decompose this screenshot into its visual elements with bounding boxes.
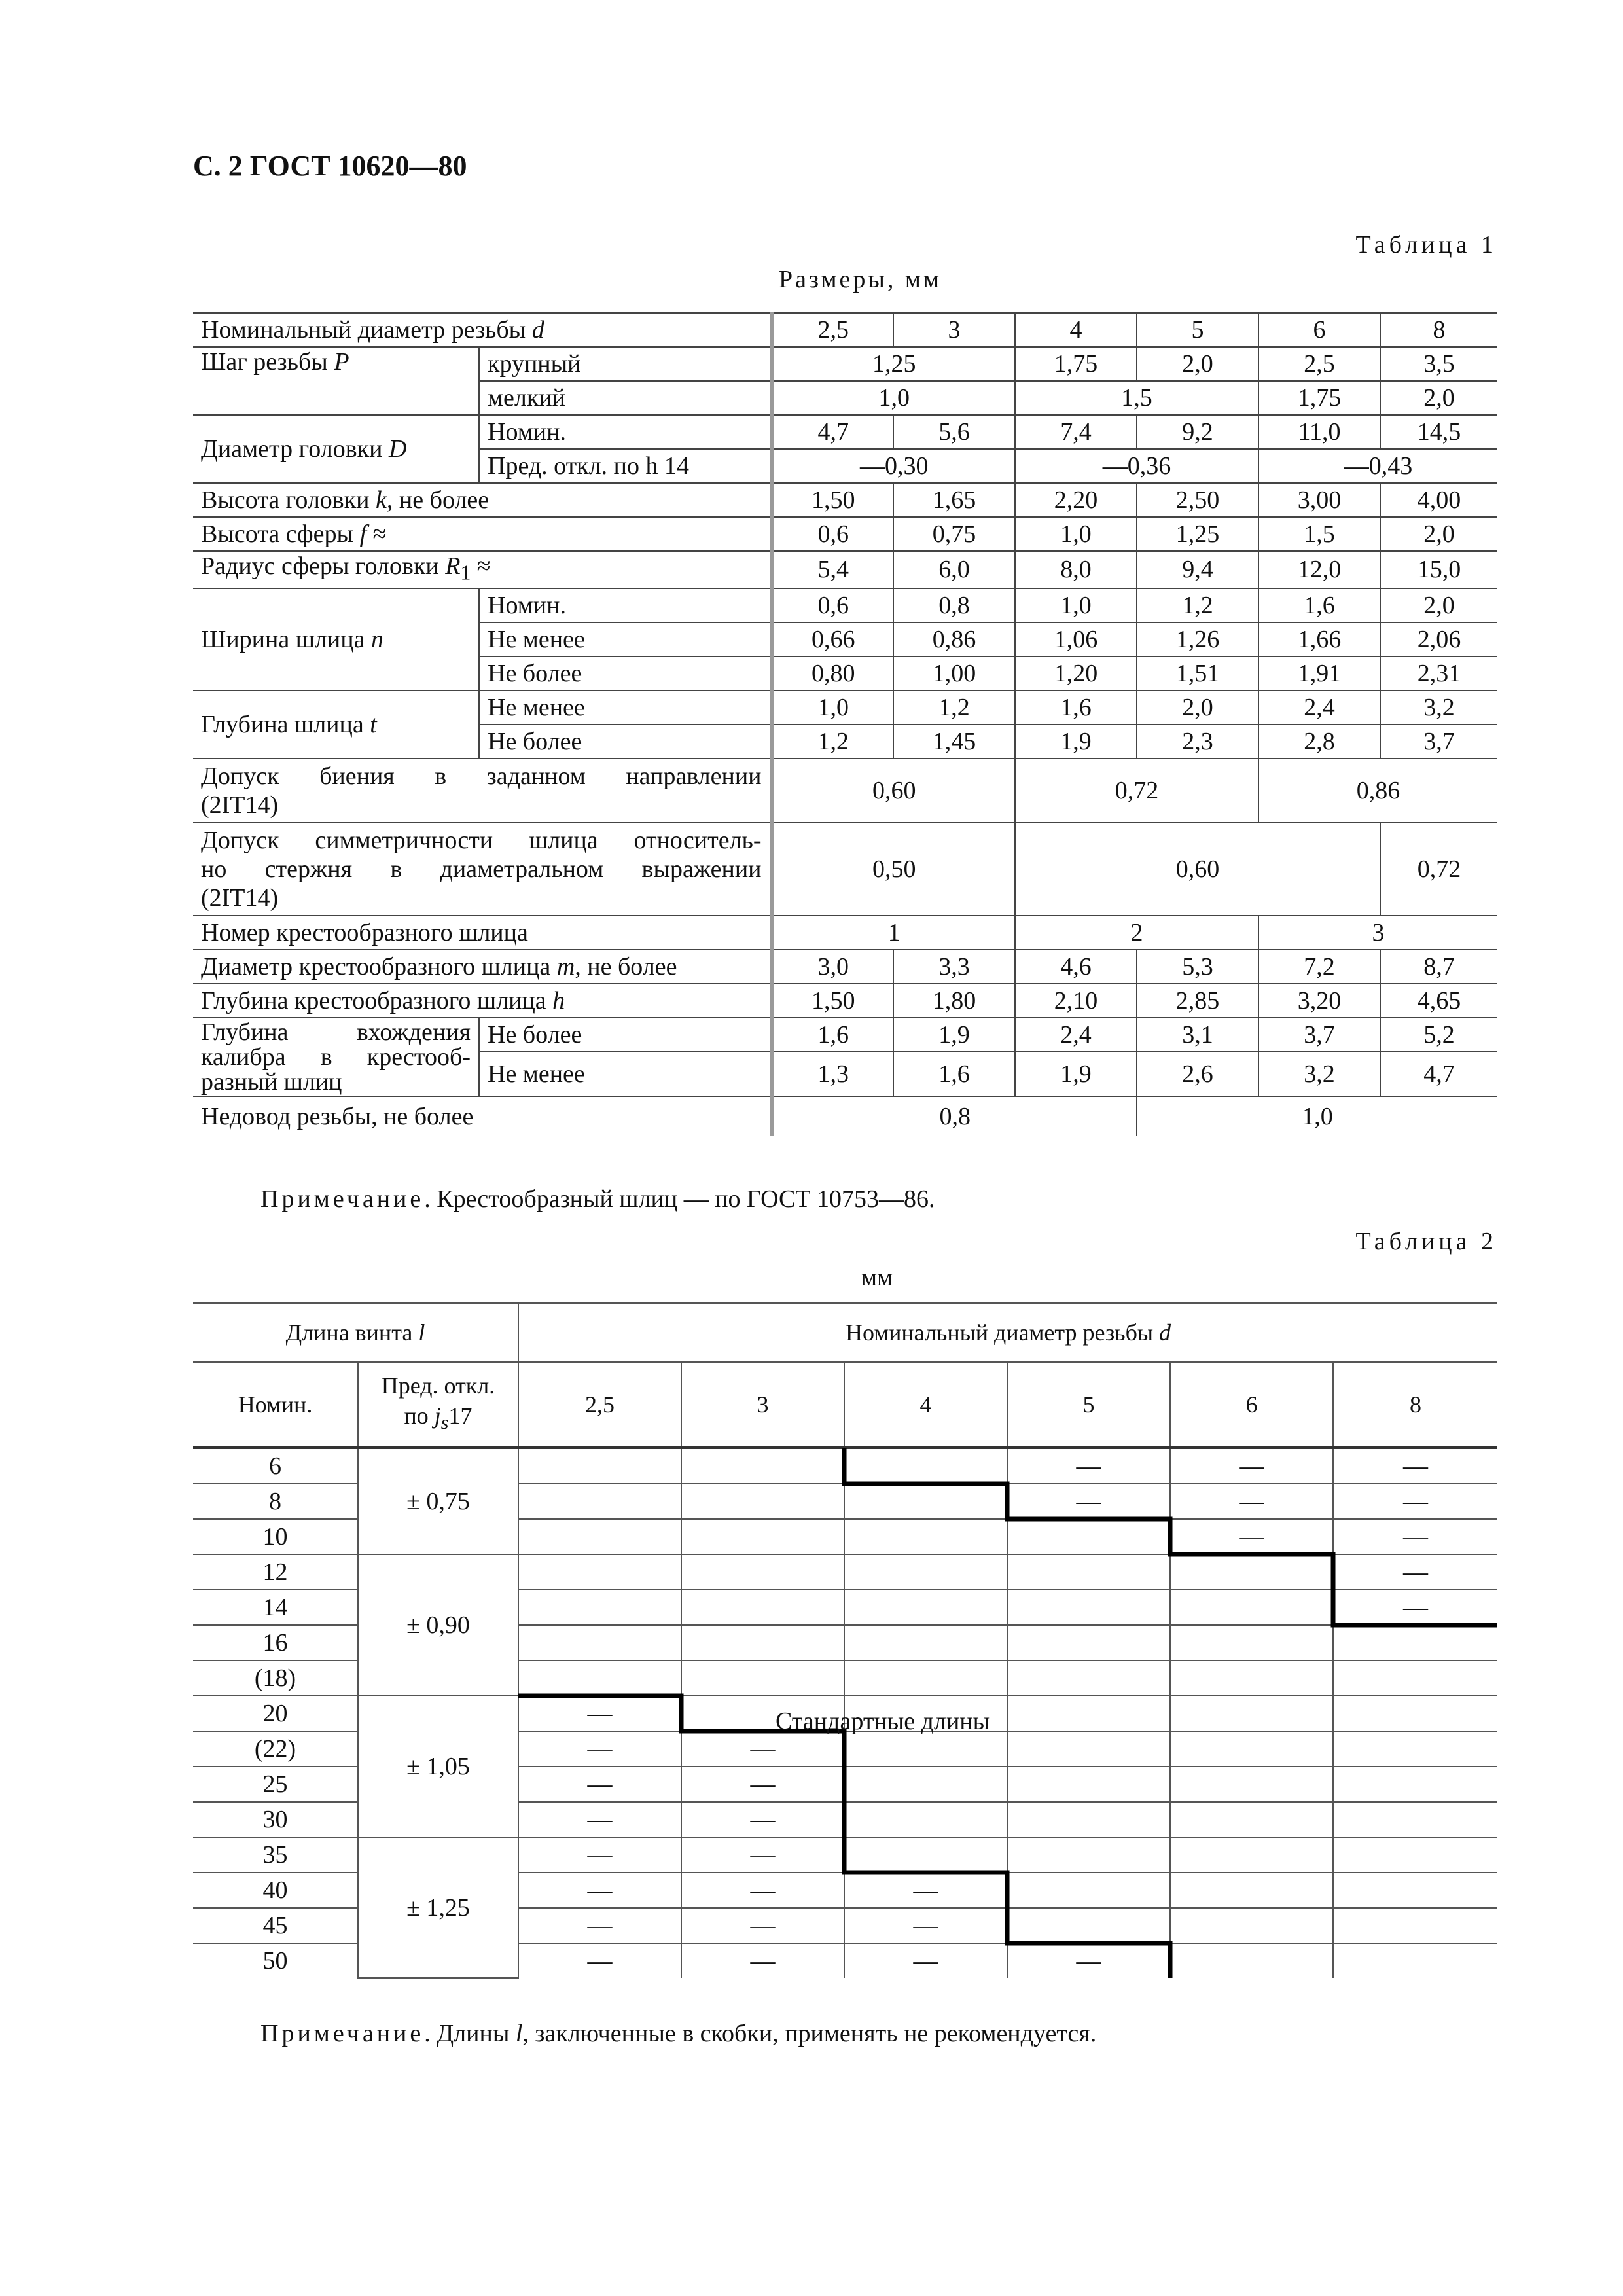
slot-depth-label: Глубина шлица t	[193, 691, 479, 759]
pitch-label: Шаг резьбы P	[193, 347, 479, 415]
table-cell: 5,6	[893, 415, 1015, 449]
table-cell: 2,4	[1258, 691, 1380, 725]
table-cell: 2,10	[1015, 984, 1137, 1018]
page-header: С. 2 ГОСТ 10620—80	[193, 150, 467, 182]
table-cell: 1,9	[1015, 1052, 1137, 1096]
table-cell: —	[1333, 1448, 1497, 1484]
table-cell	[1170, 1554, 1333, 1590]
diameter-col: 4	[844, 1362, 1007, 1448]
table-cell	[1170, 1873, 1333, 1908]
table-cell: 2,8	[1258, 725, 1380, 759]
table-cell	[681, 1519, 844, 1554]
table-cell: 1,75	[1258, 381, 1380, 415]
table-row	[193, 1096, 1497, 1136]
table2-note: Примечание. Длины l, заключенные в скобки, применять не рекомендуется.	[260, 2020, 1097, 2047]
table-cell: —	[681, 1943, 844, 1978]
table-cell	[681, 1625, 844, 1660]
table-cell: 0,50	[772, 823, 1015, 916]
table-cell: 2,0	[1137, 347, 1258, 381]
table1-label: Таблица 1	[1355, 231, 1497, 259]
table-cell: 2,85	[1137, 984, 1258, 1018]
table-cell: 3,3	[893, 950, 1015, 984]
diameter-header: Номинальный диаметр резьбы d	[518, 1303, 1497, 1362]
table-cell: 4,6	[1015, 950, 1137, 984]
table-cell: —	[681, 1837, 844, 1873]
min-label: Не менее	[479, 622, 772, 656]
table-cell: 5,4	[772, 551, 893, 588]
table-cell: 1,51	[1137, 656, 1258, 691]
table-cell: 2,5	[772, 313, 893, 347]
table-2-wrap	[193, 1302, 1497, 1983]
table-cell: 2,06	[1380, 622, 1497, 656]
table-cell: 0,75	[893, 517, 1015, 551]
table-1	[193, 312, 1497, 1136]
table-cell: 11,0	[1258, 415, 1380, 449]
table-cell: —	[681, 1731, 844, 1767]
table-cell: —	[1333, 1484, 1497, 1519]
table-cell: 1,00	[893, 656, 1015, 691]
table-cell	[1170, 1731, 1333, 1767]
table-cell: 1,5	[1015, 381, 1258, 415]
table-cell: 1,6	[1015, 691, 1137, 725]
table-cell	[1007, 1767, 1170, 1802]
max-label: Не более	[479, 656, 772, 691]
diameter-col: 2,5	[518, 1362, 681, 1448]
table-cell: 3,0	[772, 950, 893, 984]
table-cell: 8,0	[1015, 551, 1137, 588]
table-cell	[1007, 1696, 1170, 1731]
table-cell	[844, 1554, 1007, 1590]
table-cell	[1007, 1590, 1170, 1625]
table-cell	[681, 1484, 844, 1519]
table-cell: 0,72	[1015, 759, 1258, 823]
table-cell: 1,9	[1015, 725, 1137, 759]
table-cell: 1,0	[772, 381, 1015, 415]
table-cell: 1,45	[893, 725, 1015, 759]
table-cell: 3	[893, 313, 1015, 347]
table-row	[193, 984, 1497, 1018]
diameter-col: 6	[1170, 1362, 1333, 1448]
max-label: Не более	[479, 725, 772, 759]
table-cell: 4	[1015, 313, 1137, 347]
table-cell: 12,0	[1258, 551, 1380, 588]
table-cell: 8,7	[1380, 950, 1497, 984]
min-label: Не менее	[479, 691, 772, 725]
cross-depth-label: Глубина крестообразного шлица h	[193, 984, 772, 1018]
table-cell: 2,0	[1137, 691, 1258, 725]
table-cell	[844, 1519, 1007, 1554]
table-cell	[1333, 1802, 1497, 1837]
undercut-label: Недовод резьбы, не более	[193, 1096, 772, 1136]
table-cell: 1,75	[1015, 347, 1137, 381]
table-cell: 1,50	[772, 483, 893, 517]
table-cell: 5,2	[1380, 1018, 1497, 1052]
table-cell	[1170, 1767, 1333, 1802]
table-cell: 3,7	[1380, 725, 1497, 759]
table-cell: —	[1170, 1519, 1333, 1554]
table-cell	[1007, 1519, 1170, 1554]
table-cell	[844, 1802, 1007, 1837]
table-cell: —	[1170, 1484, 1333, 1519]
table-row	[193, 551, 1497, 588]
table-cell	[844, 1448, 1007, 1484]
length-cell: 10	[193, 1519, 358, 1554]
head-diameter-label: Диаметр головки D	[193, 415, 479, 483]
table-cell	[681, 1660, 844, 1696]
table-cell: 1,0	[772, 691, 893, 725]
table-row	[193, 691, 1497, 725]
table-cell: 1,3	[772, 1052, 893, 1096]
table-cell: 1,80	[893, 984, 1015, 1018]
table-cell: 0,86	[893, 622, 1015, 656]
table-cell	[1170, 1660, 1333, 1696]
table-cell: 5	[1137, 313, 1258, 347]
table-cell: 2,50	[1137, 483, 1258, 517]
table1-note: Примечание. Крестообразный шлиц — по ГОСТ 10753—86.	[260, 1185, 935, 1213]
slot-width-label: Ширина шлица n	[193, 588, 479, 691]
table-cell: 0,60	[1015, 823, 1380, 916]
table-cell: 1,9	[893, 1018, 1015, 1052]
table-cell: —	[518, 1908, 681, 1943]
nom-label: Номин.	[479, 415, 772, 449]
length-cell: 12	[193, 1554, 358, 1590]
diameter-col: 8	[1333, 1362, 1497, 1448]
table-row	[193, 313, 1497, 347]
table-cell: 2,20	[1015, 483, 1137, 517]
table-2	[193, 1302, 1497, 1979]
tol-label: Пред. откл. по h 14	[479, 449, 772, 483]
table-cell: 1,25	[1137, 517, 1258, 551]
table-cell: 1,66	[1258, 622, 1380, 656]
table-cell: 0,8	[772, 1096, 1137, 1136]
table-cell: 6,0	[893, 551, 1015, 588]
table-cell	[1007, 1554, 1170, 1590]
length-cell: 16	[193, 1625, 358, 1660]
table-cell: 0,8	[893, 588, 1015, 622]
table-cell: —0,43	[1258, 449, 1497, 483]
table2-units: мм	[861, 1264, 893, 1291]
table-row	[193, 1362, 1497, 1448]
table-cell: 1,2	[893, 691, 1015, 725]
table-cell: —	[518, 1943, 681, 1978]
table-cell	[518, 1590, 681, 1625]
table-row	[193, 415, 1497, 449]
length-cell: 40	[193, 1873, 358, 1908]
table-cell: 3,2	[1258, 1052, 1380, 1096]
table-cell	[844, 1731, 1007, 1767]
table-cell: 1,2	[772, 725, 893, 759]
table-row	[193, 347, 1497, 381]
table-cell: 3,5	[1380, 347, 1497, 381]
table-cell	[1333, 1660, 1497, 1696]
diameter-col: 3	[681, 1362, 844, 1448]
table-row	[193, 1554, 1497, 1590]
table-cell: 2,0	[1380, 588, 1497, 622]
table-cell: 2,3	[1137, 725, 1258, 759]
min-label: Не менее	[479, 1052, 772, 1096]
table-cell	[1333, 1837, 1497, 1873]
table-cell: —0,36	[1015, 449, 1258, 483]
table-cell	[844, 1625, 1007, 1660]
table-cell	[518, 1484, 681, 1519]
table-cell	[681, 1554, 844, 1590]
table-cell	[1333, 1731, 1497, 1767]
table-cell: —	[681, 1767, 844, 1802]
table-row	[193, 1303, 1497, 1362]
symmetry-label-line2: но стержня в диаметральном выражении	[201, 855, 762, 883]
table-cell: 0,72	[1380, 823, 1497, 916]
length-cell: (18)	[193, 1660, 358, 1696]
table-cell	[844, 1767, 1007, 1802]
table-cell: 1,0	[1015, 588, 1137, 622]
tolerance-cell: ± 1,25	[358, 1837, 518, 1978]
gauge-label-line3: разный шлиц	[201, 1067, 342, 1096]
length-header: Длина винта l	[193, 1303, 518, 1362]
table-cell: —	[1333, 1590, 1497, 1625]
table-cell	[1333, 1908, 1497, 1943]
tol-header: Пред. откл. по $j_s17$	[358, 1362, 518, 1448]
table-cell: 2,6	[1137, 1052, 1258, 1096]
gauge-depth-label	[193, 1018, 479, 1096]
table-cell	[1170, 1943, 1333, 1978]
tolerance-cell: ± 1,05	[358, 1696, 518, 1837]
table-cell: —	[518, 1873, 681, 1908]
table-cell: 1,50	[772, 984, 893, 1018]
table-cell: —	[518, 1837, 681, 1873]
cross-number-label: Номер крестообразного шлица	[193, 916, 772, 950]
length-cell: 20	[193, 1696, 358, 1731]
table-cell	[1007, 1908, 1170, 1943]
table-cell: 1,25	[772, 347, 1015, 381]
table-cell: 1,0	[1015, 517, 1137, 551]
symmetry-label-line1: Допуск симметричности шлица относитель-	[201, 826, 762, 854]
table-cell: 4,7	[1380, 1052, 1497, 1096]
table-cell: 4,00	[1380, 483, 1497, 517]
table-cell: —	[518, 1731, 681, 1767]
gauge-label-line2: калибра в крестооб-	[201, 1043, 471, 1071]
table-cell: 1,6	[893, 1052, 1015, 1096]
length-cell: 6	[193, 1448, 358, 1484]
table-cell	[681, 1590, 844, 1625]
table-cell	[844, 1484, 1007, 1519]
table-cell: 1,6	[772, 1018, 893, 1052]
sphere-radius-label: Радиус сферы головки $R_1$ ≈	[193, 551, 772, 588]
table-cell: 0,60	[772, 759, 1015, 823]
table-cell: —0,30	[772, 449, 1015, 483]
sphere-height-label: Высота сферы f ≈	[193, 517, 772, 551]
table-cell: 15,0	[1380, 551, 1497, 588]
table-cell: —	[1333, 1554, 1497, 1590]
table-cell	[518, 1554, 681, 1590]
table-cell: 3,20	[1258, 984, 1380, 1018]
table-cell	[681, 1448, 844, 1484]
table-cell: 2,4	[1015, 1018, 1137, 1052]
table-cell: 1,65	[893, 483, 1015, 517]
table-cell: 5,3	[1137, 950, 1258, 984]
cross-diameter-label: Диаметр крестообразного шлица m, не более	[193, 950, 772, 984]
runout-label-line2: (2IT14)	[201, 791, 279, 819]
table-cell: 2,5	[1258, 347, 1380, 381]
table-cell: 7,4	[1015, 415, 1137, 449]
table-cell: 2,31	[1380, 656, 1497, 691]
length-cell: 8	[193, 1484, 358, 1519]
table-cell	[1333, 1767, 1497, 1802]
length-cell: 30	[193, 1802, 358, 1837]
table-cell: 9,2	[1137, 415, 1258, 449]
table-cell: —	[681, 1802, 844, 1837]
table-cell: 9,4	[1137, 551, 1258, 588]
table-row	[193, 916, 1497, 950]
table-row	[193, 517, 1497, 551]
table2-label: Таблица 2	[1355, 1228, 1497, 1255]
table-cell	[1170, 1696, 1333, 1731]
table-cell	[518, 1448, 681, 1484]
table-cell: 2	[1015, 916, 1258, 950]
table-cell: 7,2	[1258, 950, 1380, 984]
table-cell: 1,91	[1258, 656, 1380, 691]
table-cell	[844, 1590, 1007, 1625]
table-cell: 14,5	[1380, 415, 1497, 449]
pitch-fine-label: мелкий	[479, 381, 772, 415]
table-cell: 8	[1380, 313, 1497, 347]
table-cell	[1007, 1625, 1170, 1660]
length-cell: (22)	[193, 1731, 358, 1767]
table-cell: 0,6	[772, 588, 893, 622]
table-row	[193, 950, 1497, 984]
table-cell: 1,5	[1258, 517, 1380, 551]
table-cell: —	[1333, 1519, 1497, 1554]
length-cell: 35	[193, 1837, 358, 1873]
table-cell: 0,86	[1258, 759, 1497, 823]
diameter-label: Номинальный диаметр резьбы d	[193, 313, 772, 347]
tolerance-cell: ± 0,90	[358, 1554, 518, 1696]
table-cell: —	[844, 1908, 1007, 1943]
length-cell: 50	[193, 1943, 358, 1978]
table-cell: —	[681, 1908, 844, 1943]
table-cell	[1170, 1625, 1333, 1660]
table-cell: 1,6	[1258, 588, 1380, 622]
table-cell	[518, 1519, 681, 1554]
table-row	[193, 759, 1497, 823]
table-cell	[1333, 1625, 1497, 1660]
table-cell	[844, 1660, 1007, 1696]
standard-lengths-label: Стандартные длины	[776, 1708, 990, 1735]
diameter-col: 5	[1007, 1362, 1170, 1448]
table-cell	[1170, 1908, 1333, 1943]
tolerance-cell: ± 0,75	[358, 1448, 518, 1554]
table-cell: 3	[1258, 916, 1497, 950]
table-row	[193, 1837, 1497, 1873]
length-cell: 14	[193, 1590, 358, 1625]
runout-label	[193, 759, 772, 823]
table-cell: 1,06	[1015, 622, 1137, 656]
table-cell	[1007, 1837, 1170, 1873]
table-cell: 6	[1258, 313, 1380, 347]
length-cell: 45	[193, 1908, 358, 1943]
table-row	[193, 588, 1497, 622]
table-cell	[1007, 1731, 1170, 1767]
table-cell	[1333, 1943, 1497, 1978]
table-cell: —	[1170, 1448, 1333, 1484]
table1-units: Размеры, мм	[779, 266, 942, 293]
table-row	[193, 823, 1497, 916]
table-cell: 4,65	[1380, 984, 1497, 1018]
table-cell: —	[844, 1873, 1007, 1908]
table-cell: 4,7	[772, 415, 893, 449]
table-cell	[518, 1660, 681, 1696]
table-cell	[1170, 1590, 1333, 1625]
pitch-coarse-label: крупный	[479, 347, 772, 381]
max-label: Не более	[479, 1018, 772, 1052]
table-cell: 3,2	[1380, 691, 1497, 725]
table-cell: 2,0	[1380, 381, 1497, 415]
table-row	[193, 1018, 1497, 1052]
table-cell	[1333, 1873, 1497, 1908]
table-cell: 1,0	[1302, 1102, 1333, 1130]
table-cell: 3,7	[1258, 1018, 1380, 1052]
table-cell: —	[518, 1767, 681, 1802]
table-cell: —	[844, 1943, 1007, 1978]
gauge-label-line1: Глубина вхождения	[201, 1018, 471, 1046]
table-cell: —	[1007, 1448, 1170, 1484]
nom-header: Номин.	[193, 1362, 358, 1448]
table-cell: —	[1007, 1943, 1170, 1978]
table-cell: 0,6	[772, 517, 893, 551]
head-height-label: Высота головки k, не более	[193, 483, 772, 517]
table-cell: 3,1	[1137, 1018, 1258, 1052]
table-cell	[1007, 1802, 1170, 1837]
length-cell: 25	[193, 1767, 358, 1802]
table-cell: 1,2	[1137, 588, 1258, 622]
table-cell	[1170, 1837, 1333, 1873]
table-cell: 1	[772, 916, 1015, 950]
table-cell: —	[1007, 1484, 1170, 1519]
table-cell	[1333, 1696, 1497, 1731]
table-cell: 0,80	[772, 656, 893, 691]
table-cell: 1,20	[1015, 656, 1137, 691]
table-cell: 3,00	[1258, 483, 1380, 517]
table-cell: —	[518, 1802, 681, 1837]
symmetry-label	[193, 823, 772, 916]
table-cell	[1007, 1873, 1170, 1908]
table-cell: 1,26	[1137, 622, 1258, 656]
table-cell: —	[681, 1873, 844, 1908]
table-row	[193, 483, 1497, 517]
nom-label: Номин.	[479, 588, 772, 622]
table-cell	[1007, 1660, 1170, 1696]
table-cell: —	[518, 1696, 681, 1731]
table-cell	[844, 1837, 1007, 1873]
runout-label-line1: Допуск биения в заданном направлении	[201, 762, 762, 790]
table-cell: 2,0	[1380, 517, 1497, 551]
table-row	[193, 1448, 1497, 1484]
table-cell: 0,66	[772, 622, 893, 656]
table-cell	[1170, 1802, 1333, 1837]
symmetry-label-line3: (2IT14)	[201, 884, 279, 912]
table-cell	[518, 1625, 681, 1660]
